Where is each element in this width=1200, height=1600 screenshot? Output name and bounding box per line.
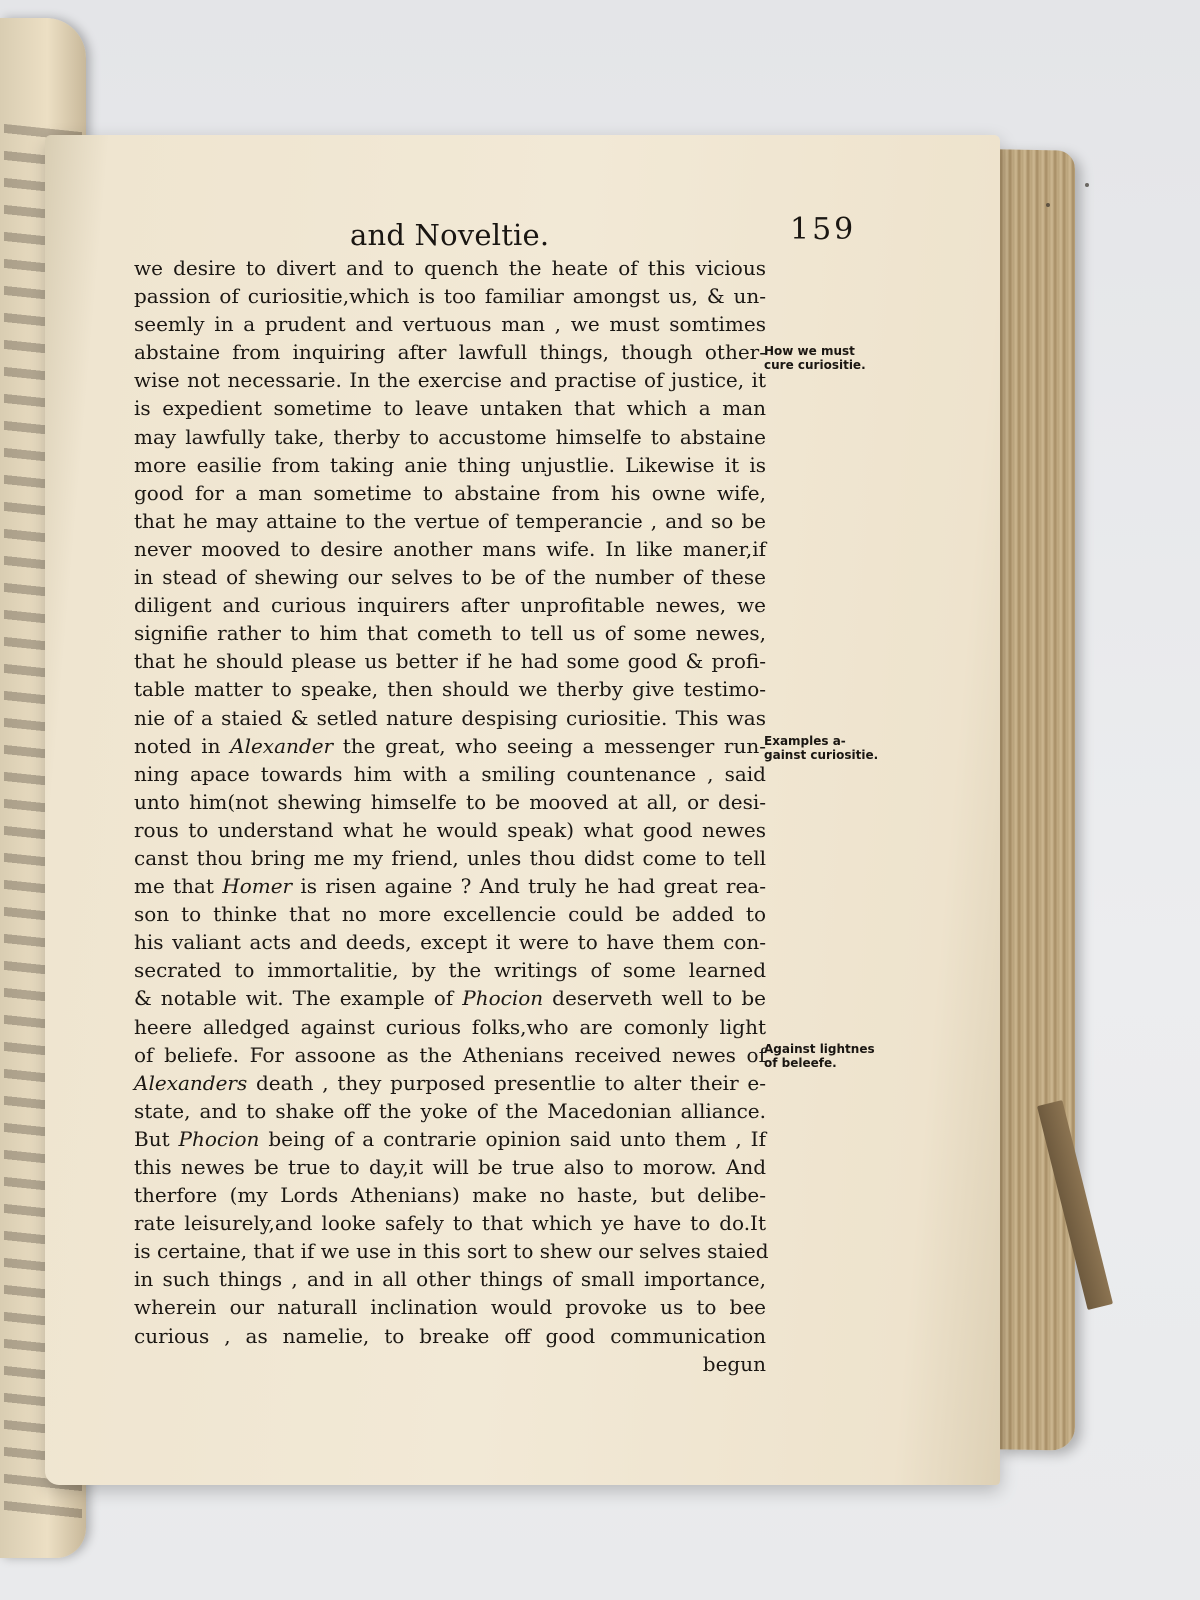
text-line: signifie rather to him that cometh to tell us of some newes, (134, 621, 766, 646)
text-line: may lawfully take, therby to accustome himselfe to abstaine (134, 424, 766, 449)
margin-note (764, 1042, 894, 1070)
margin-note (764, 734, 894, 762)
book-page-edges (995, 149, 1075, 1450)
margin-note (764, 344, 894, 372)
text-line: abstaine from inquiring after lawfull things, though other- (134, 340, 766, 365)
text-line: is certaine, that if we use in this sort to shew our selves staied (134, 1239, 769, 1264)
text-line: me that Homer is risen againe ? And truly he had great rea- (134, 874, 766, 899)
text-line: ning apace towards him with a smiling countenance , said (134, 761, 766, 786)
text-line: heere alledged against curious folks,who are comonly light (134, 1014, 766, 1039)
text-line: curious , as namelie, to breake off good communication (134, 1323, 766, 1348)
catchword: begun (702, 1351, 766, 1376)
text-line: state, and to shake off the yoke of the Macedonian alliance. (134, 1098, 766, 1123)
text-line: we desire to divert and to quench the heate of this vicious (134, 256, 766, 280)
text-line: rate leisurely,and looke safely to that which ye have to do.It (134, 1211, 766, 1236)
running-head: and Noveltie. (350, 218, 550, 252)
page-number: 159 (790, 212, 857, 247)
text-line: of beliefe. For assoone as the Athenians received newes of (134, 1042, 766, 1067)
dust-speck (1046, 203, 1050, 207)
text-line: Alexanders death , they purposed presentlie to alter their e- (134, 1070, 766, 1095)
text-line: unto him(not shewing himselfe to be mooved at all, or desi- (134, 789, 766, 814)
text-line: this newes be true to day,it will be true also to morow. And (134, 1155, 766, 1179)
body-text (134, 254, 769, 1378)
text-line: more easilie from taking anie thing unjustlie. Likewise it is (134, 452, 766, 477)
text-line: canst thou bring me my friend, unles thou didst come to tell (134, 845, 766, 870)
text-line: rous to understand what he would speak) what good newes (134, 817, 766, 842)
text-line: wherein our naturall inclination would provoke us to bee (134, 1295, 766, 1320)
text-line: seemly in a prudent and vertuous man , we must somtimes (134, 312, 766, 337)
text-line: table matter to speake, then should we therby give testimo- (134, 677, 766, 702)
text-line: But Phocion being of a contrarie opinion said unto them , If (134, 1126, 766, 1151)
margin-note-line: of beleefe. (764, 1056, 837, 1070)
text-line: wise not necessarie. In the exercise and practise of justice, it (134, 368, 766, 393)
text-line: & notable wit. The example of Phocion deserveth well to be (134, 986, 766, 1011)
text-line: in such things , and in all other things of small importance, (134, 1267, 766, 1292)
text-line: is expedient sometime to leave untaken that which a man (134, 396, 766, 421)
text-line: diligent and curious inquirers after unprofitable newes, we (134, 593, 766, 618)
margin-note-line: How we must (764, 344, 855, 358)
text-line: passion of curiositie,which is too familiar amongst us, & un- (134, 284, 766, 309)
margin-note-line: Examples a- (764, 734, 846, 748)
margin-note-line: gainst curiositie. (764, 748, 879, 762)
text-line: good for a man sometime to abstaine from his owne wife, (134, 480, 766, 505)
text-line: secrated to immortalitie, by the writings of some learned (134, 958, 766, 983)
text-line: never mooved to desire another mans wife. In like maner,if (134, 536, 766, 561)
margin-note-line: cure curiositie. (764, 358, 866, 372)
text-line: that he may attaine to the vertue of temperancie , and so be (134, 508, 766, 533)
text-line: his valiant acts and deeds, except it were to have them con- (134, 930, 766, 955)
margin-note-line: Against lightnes (764, 1042, 875, 1056)
dust-speck (1085, 183, 1089, 187)
text-line: nie of a staied & setled nature despising curiositie. This was (134, 705, 766, 730)
text-line: therfore (my Lords Athenians) make no haste, but delibe- (134, 1183, 766, 1208)
text-line: noted in Alexander the great, who seeing a messenger run- (134, 733, 767, 758)
text-line: in stead of shewing our selves to be of the number of these (134, 565, 766, 590)
text-line: that he should please us better if he had some good & profi- (134, 649, 766, 674)
text-line: son to thinke that no more excellencie could be added to (134, 902, 766, 927)
